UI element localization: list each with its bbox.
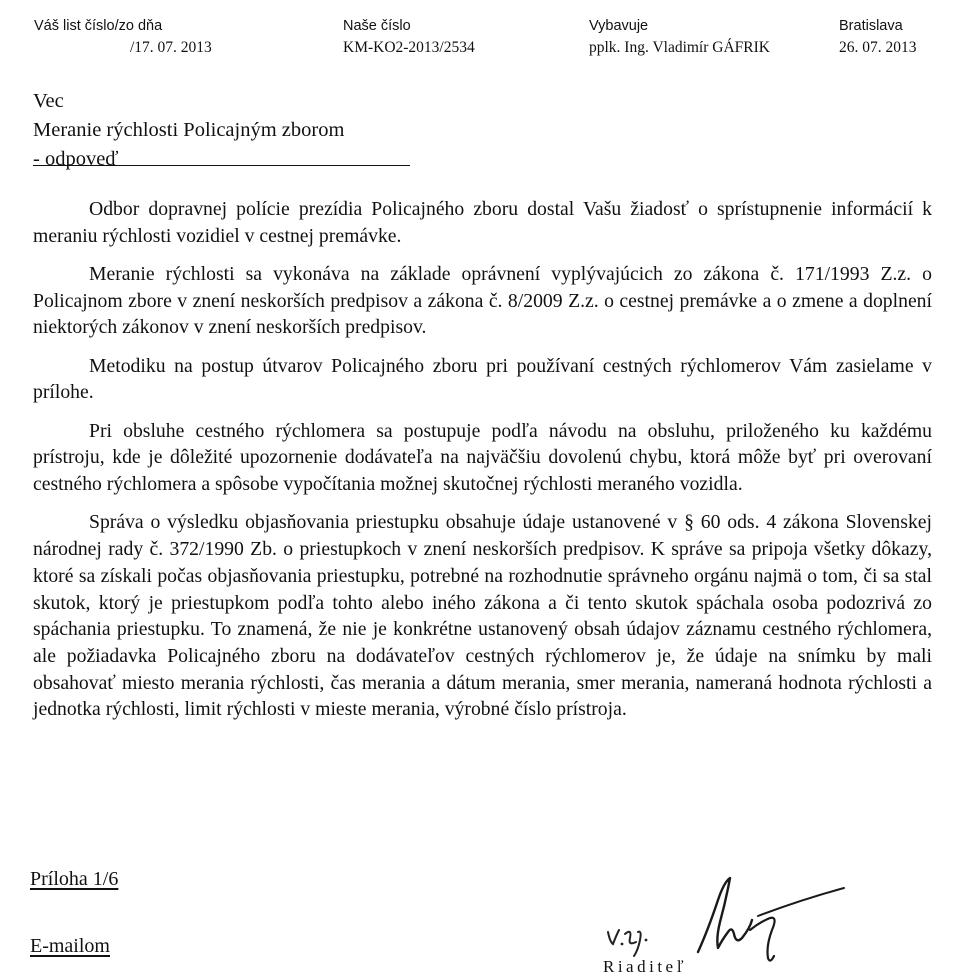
your-letter-label: Váš list číslo/zo dňa: [34, 18, 163, 34]
handwritten-signature: [600, 870, 860, 965]
subject-line-2: - odpoveď: [33, 148, 119, 170]
letter-body: [33, 196, 932, 735]
paragraph-1: Odbor dopravnej polície prezídia Policajného zboru dostal Vašu žiadosť o sprístupnenie informácií k meraniu rýchlosti vozidiel v cestnej premávke.: [33, 198, 932, 247]
delivery-method: E-mailom: [30, 935, 110, 957]
our-number-value: KM-KO2-2013/2534: [343, 39, 475, 56]
date-value: 26. 07. 2013: [839, 39, 917, 56]
signatory-title: Riaditeľ: [603, 957, 688, 976]
your-letter-value: /17. 07. 2013: [130, 39, 212, 56]
our-number-label: Naše číslo: [343, 18, 411, 34]
subject-block: [33, 87, 344, 174]
header-our-number: [343, 15, 475, 58]
attachment-label: Príloha 1/6: [30, 868, 119, 890]
paragraph-2: Meranie rýchlosti sa vykonáva na základe oprávnení vyplývajúcich zo zákona č. 171/1993 Z.z. o Policajnom zbore v znení neskorších predpisov a zákona č. 8/2009 Z.z. o cestnej premávke a o zmene a doplnení niektorých zákonov v znení neskorších predpisov.: [33, 263, 932, 339]
handled-by-label: Vybavuje: [589, 18, 649, 34]
paragraph-3: Metodiku na postup útvarov Policajného zboru pri používaní cestných rýchlomerov Vám zasielame v prílohe.: [33, 354, 932, 404]
header-your-letter: [34, 15, 212, 58]
paragraph-4: Pri obsluhe cestného rýchlomera sa postupuje podľa návodu na obsluhu, priloženého ku každému prístroju, kde je dôležité upozornenie dodávateľa na najväčšiu dovolenú chybu, ktorá môže byť pri overovaní cestného rýchlomera a spôsobe vypočítania možnej skutočnej rýchlosti meraného vozidla.: [33, 419, 932, 496]
header-handled-by: [589, 15, 770, 58]
header-place-date: [839, 15, 917, 58]
subject-label: Vec: [33, 90, 64, 112]
subject-underline: [33, 165, 410, 166]
subject-line-1: Meranie rýchlosti Policajným zborom: [33, 119, 345, 141]
place-label: Bratislava: [839, 18, 903, 34]
paragraph-5: Správa o výsledku objasňovania priestupku obsahuje údaje ustanovené v § 60 ods. 4 zákona Slovenskej národnej rady č. 372/1990 Zb. o priestupkoch v znení neskorších predpisov. K správe sa pripoja všetky dôkazy, ktoré sa získali počas objasňovania priestupku, potrebné na rozhodnutie správneho orgánu najmä o tom, či sa stal skutok, ktorý je priestupkom podľa tohto alebo iného zákona a či tento skutok spáchala osoba podozrivá zo spáchania priestupku. To znamená, že nie je konkrétne ustanovený obsah údajov záznamu cestného rýchlomera, ale požiadavka Policajného zboru na dodávateľov cestných rýchlomerov je, že údaje na snímku by mali obsahovať miesto merania rýchlosti, čas merania a dátum merania, smer merania, nameraná hodnota rýchlosti a jednotka rýchlosti, limit rýchlosti v mieste merania, výrobné číslo prístroja.: [33, 511, 932, 721]
handled-by-value: pplk. Ing. Vladimír GÁFRIK: [589, 39, 770, 56]
